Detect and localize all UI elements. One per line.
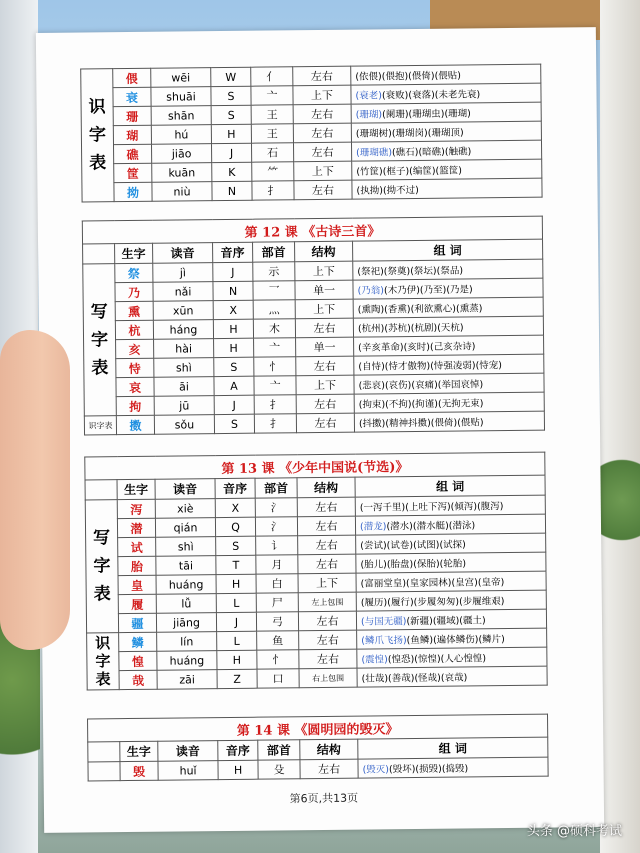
char-cell: 祭: [115, 263, 153, 282]
header-char: 生字: [117, 479, 155, 499]
word-list: (惶恐)(惊惶)(人心惶惶): [387, 653, 487, 666]
char-cell: 擞: [116, 415, 154, 434]
letter-cell: X: [215, 498, 255, 517]
char-cell: 哉: [119, 670, 157, 689]
char-cell: 潜: [117, 518, 155, 537]
words-cell: [354, 354, 544, 375]
label-write-table: 写 字 表: [83, 264, 117, 416]
structure-cell: 左右: [295, 318, 353, 338]
structure-cell: 上下: [293, 85, 351, 105]
structure-cell: 左右: [293, 66, 351, 86]
radical-cell: 氵: [255, 498, 297, 517]
table-row: [82, 178, 542, 202]
radical-cell: 木: [253, 319, 295, 338]
words-cell: [351, 121, 541, 142]
header-corner: [83, 244, 115, 264]
structure-cell: 右上包围: [299, 668, 357, 688]
words-cell: [352, 178, 542, 199]
lesson-title: 第 13 课 《少年中国说(节选)》: [85, 452, 545, 480]
label-write-table: 写 字 表: [85, 500, 118, 633]
char-cell: 恃: [116, 358, 154, 377]
word-list: (杭州)(苏杭)(杭剧)(天杭): [357, 322, 464, 335]
word-list: (熏陶)(香熏)(利欲熏心)(熏蒸): [357, 303, 483, 316]
structure-cell: 上下: [296, 375, 354, 395]
header-pinyin: 读音: [158, 741, 218, 762]
letter-cell: H: [216, 574, 256, 593]
structure-cell: 单一: [295, 280, 353, 300]
table-lesson12: [82, 216, 545, 436]
highlighted-word: (珊瑚礁): [356, 147, 393, 159]
pinyin-cell: qián: [155, 518, 215, 538]
char-cell: 履: [118, 594, 156, 613]
header-radical: 部首: [255, 478, 297, 498]
words-cell: [354, 392, 544, 413]
lesson-title: 第 14 课 《圆明园的毁灭》: [88, 714, 548, 742]
words-cell: [357, 647, 547, 668]
structure-cell: 上下: [294, 161, 352, 181]
radical-cell: 亠: [254, 376, 296, 395]
char-cell: 偎: [113, 68, 151, 87]
pinyin-cell: zāi: [157, 670, 217, 690]
word-list: (执拗)(拗不过): [356, 184, 419, 197]
label-know-small: 识字表: [84, 416, 116, 435]
char-cell: 衰: [113, 87, 151, 106]
radical-cell: 王: [251, 124, 293, 143]
header-radical: 部首: [258, 740, 300, 760]
letter-cell: H: [211, 124, 251, 143]
letter-cell: N: [212, 181, 252, 200]
header-pinyin: 读音: [155, 479, 215, 500]
char-cell: 疆: [118, 613, 156, 632]
word-list: (自恃)(恃才傲物)(恃强凌弱)(恃宠): [358, 360, 503, 373]
letter-cell: A: [214, 376, 254, 395]
char-cell: 珊: [113, 106, 151, 125]
radical-cell: 扌: [254, 414, 296, 433]
word-list: (竹筐)(框子)(编筐)(篮筐): [356, 165, 463, 178]
radical-cell: 弓: [256, 612, 298, 631]
pinyin-cell: huáng: [156, 575, 216, 595]
words-cell: [355, 514, 545, 535]
highlighted-word: (与国无疆): [360, 616, 407, 628]
pinyin-cell: wēi: [151, 68, 211, 88]
radical-cell: 亠: [251, 86, 293, 105]
word-list: (新疆)(疆域)(疆土): [406, 615, 486, 628]
word-list: (鱼鳞)(遍体鳞伤)(鳞片): [406, 634, 505, 647]
char-cell: 拗: [114, 182, 152, 201]
letter-cell: S: [216, 536, 256, 555]
table-row: [88, 757, 548, 781]
pinyin-cell: jū: [154, 396, 214, 416]
words-cell: [352, 159, 542, 180]
holding-hand: [0, 330, 70, 650]
radical-cell: 口: [257, 669, 299, 688]
word-list: (木乃伊)(乃至)(乃是): [383, 284, 473, 297]
structure-cell: 左右: [299, 630, 357, 650]
word-list: (辛亥革命)(亥时)(己亥杂诗): [358, 341, 476, 354]
radical-cell: 灬: [253, 300, 295, 319]
structure-cell: 单一: [296, 337, 354, 357]
word-list: (祭祀)(祭奠)(祭坛)(祭品): [357, 265, 464, 278]
letter-cell: L: [217, 631, 257, 650]
highlighted-word: (乃翁): [357, 285, 385, 297]
header-words: 组 词: [355, 475, 545, 497]
words-cell: [351, 102, 541, 123]
letter-cell: S: [214, 414, 254, 433]
structure-cell: 左右: [297, 497, 355, 517]
words-cell: [354, 373, 544, 394]
radical-cell: 讠: [256, 536, 298, 555]
radical-cell: 亻: [251, 67, 293, 86]
words-cell: [356, 552, 546, 573]
structure-cell: 左右: [296, 413, 354, 433]
radical-cell: 氵: [255, 517, 297, 536]
structure-cell: 左右: [298, 554, 356, 574]
pinyin-cell: niù: [152, 182, 212, 202]
structure-cell: 左右: [298, 611, 356, 631]
header-radical: 部首: [253, 242, 295, 262]
pinyin-cell: āi: [154, 377, 214, 397]
char-cell: 试: [118, 537, 156, 556]
letter-cell: S: [211, 86, 251, 105]
letter-cell: S: [214, 357, 254, 376]
pinyin-cell: hài: [154, 339, 214, 359]
pinyin-cell: tāi: [156, 556, 216, 576]
word-list: (胎儿)(胎盘)(保胎)(轮胎): [360, 558, 467, 571]
char-cell: 胎: [118, 556, 156, 575]
pinyin-cell: jì: [153, 263, 213, 283]
char-cell: 筐: [114, 163, 152, 182]
table-row: [84, 411, 544, 435]
radical-cell: 尸: [256, 593, 298, 612]
structure-cell: 上下: [298, 573, 356, 593]
words-cell: [357, 666, 547, 687]
word-list: (阑珊)(珊瑚虫)(珊瑚): [382, 108, 471, 121]
pinyin-cell: shì: [154, 358, 214, 378]
header-char: 生字: [115, 243, 153, 263]
plant-right: [595, 440, 640, 560]
structure-cell: 左右: [293, 104, 351, 124]
structure-cell: 左右: [299, 649, 357, 669]
header-words: 组 词: [353, 239, 543, 261]
words-cell: [356, 590, 546, 611]
char-cell: 毁: [120, 761, 158, 780]
structure-cell: 左右: [293, 123, 351, 143]
words-cell: [351, 64, 541, 85]
words-cell: [353, 259, 543, 280]
words-cell: [351, 83, 541, 104]
highlighted-word: (珊瑚): [355, 109, 383, 121]
pinyin-cell: lín: [157, 632, 217, 652]
words-cell: [354, 335, 544, 356]
structure-cell: 左右: [298, 535, 356, 555]
radical-cell: 忄: [257, 650, 299, 669]
pinyin-cell: shuāi: [151, 87, 211, 107]
letter-cell: Z: [217, 669, 257, 688]
char-cell: 亥: [116, 339, 154, 358]
word-list: (尝试)(试卷)(试图)(试探): [360, 539, 466, 552]
letter-cell: Q: [215, 517, 255, 536]
word-list: (一泻千里)(上吐下泻)(倾泻)(腹泻): [359, 501, 504, 514]
highlighted-word: (鳞爪飞扬): [361, 635, 407, 647]
char-cell: 礁: [114, 144, 152, 163]
radical-cell: 鱼: [257, 631, 299, 650]
letter-cell: K: [212, 162, 252, 181]
table-lesson11-tail: [80, 64, 542, 203]
header-words: 组 词: [358, 737, 548, 759]
words-cell: [356, 533, 546, 554]
radical-cell: 月: [256, 555, 298, 574]
word-list: (珊瑚树)(珊瑚岗)(珊瑚顶): [355, 127, 464, 140]
word-list: (富丽堂皇)(皇家园林)(皇宫)(皇帝): [360, 577, 505, 590]
letter-cell: J: [216, 612, 256, 631]
char-cell: 乃: [115, 282, 153, 301]
words-cell: [356, 609, 546, 630]
words-cell: [355, 495, 545, 516]
radical-cell: 忄: [254, 357, 296, 376]
pinyin-cell: lǚ: [156, 594, 216, 614]
structure-cell: 左右: [293, 142, 351, 162]
label-know-table: 识 字 表: [87, 633, 120, 690]
letter-cell: L: [216, 593, 256, 612]
letter-cell: H: [217, 650, 257, 669]
letter-cell: X: [213, 300, 253, 319]
words-cell: [357, 628, 547, 649]
label-empty: [88, 762, 120, 781]
pinyin-cell: shān: [151, 106, 211, 126]
radical-cell: 白: [256, 574, 298, 593]
pinyin-cell: jiāng: [156, 613, 216, 633]
pinyin-cell: sǒu: [154, 415, 214, 435]
letter-cell: T: [216, 555, 256, 574]
structure-cell: 上下: [295, 261, 353, 281]
char-cell: 熏: [115, 301, 153, 320]
letter-cell: H: [214, 338, 254, 357]
structure-cell: 左右: [296, 356, 354, 376]
header-structure: 结构: [300, 739, 358, 760]
structure-cell: 左右: [297, 516, 355, 536]
word-list: (衰败)(衰落)(未老先衰): [381, 89, 481, 102]
worksheet-paper: [36, 27, 604, 833]
words-cell: [353, 316, 543, 337]
char-cell: 杭: [115, 320, 153, 339]
radical-cell: 扌: [254, 395, 296, 414]
header-structure: 结构: [297, 477, 355, 498]
pinyin-cell: huǐ: [158, 761, 218, 781]
page-footer: 第6页,共13页: [289, 791, 359, 806]
header-corner: [85, 480, 117, 500]
pinyin-cell: háng: [153, 320, 213, 340]
header-corner: [88, 742, 120, 762]
char-cell: 哀: [116, 377, 154, 396]
letter-cell: S: [211, 105, 251, 124]
char-cell: 鳞: [119, 632, 157, 651]
letter-cell: J: [214, 395, 254, 414]
words-cell: [353, 278, 543, 299]
words-cell: [353, 297, 543, 318]
char-cell: 皇: [118, 575, 156, 594]
header-pinyin: 读音: [153, 243, 213, 264]
word-list: (潜水)(潜水艇)(潜泳): [386, 520, 476, 533]
char-cell: 瑚: [113, 125, 151, 144]
letter-cell: J: [211, 143, 251, 162]
word-list: (抖擞)(精神抖擞)(偎倚)(偎贴): [358, 417, 484, 430]
char-cell: 惶: [119, 651, 157, 670]
letter-cell: J: [213, 262, 253, 281]
word-list: (悲哀)(哀伤)(哀痛)(举国哀悼): [358, 379, 484, 392]
word-list: (礁石)(暗礁)(触礁): [391, 146, 472, 159]
structure-cell: 左上包围: [298, 592, 356, 612]
pinyin-cell: hú: [151, 125, 211, 145]
pinyin-cell: xūn: [153, 301, 213, 321]
radical-cell: 王: [251, 105, 293, 124]
letter-cell: W: [211, 67, 251, 86]
structure-cell: 左右: [300, 759, 358, 779]
radical-cell: 乛: [253, 281, 295, 300]
radical-cell: ⺮: [252, 162, 294, 181]
letter-cell: N: [213, 281, 253, 300]
letter-cell: H: [218, 760, 258, 779]
pinyin-cell: xiè: [155, 499, 215, 519]
header-structure: 结构: [295, 241, 353, 262]
table-lesson14: [87, 714, 549, 782]
radical-cell: 示: [253, 262, 295, 281]
pinyin-cell: nǎi: [153, 282, 213, 302]
words-cell: [354, 411, 544, 432]
highlighted-word: (震惶): [361, 654, 388, 666]
letter-cell: H: [213, 319, 253, 338]
radical-cell: 殳: [258, 760, 300, 779]
header-char: 生字: [120, 741, 158, 761]
window-frame-right: [600, 0, 640, 853]
label-know-table: 识 字 表: [81, 69, 114, 202]
pinyin-cell: kuān: [152, 163, 212, 183]
structure-cell: 左右: [294, 180, 352, 200]
char-cell: 泻: [117, 499, 155, 518]
header-letter: 音序: [213, 242, 253, 262]
word-list: (依偎)(偎抱)(偎倚)(偎贴): [355, 70, 462, 83]
header-letter: 音序: [218, 740, 258, 760]
pinyin-cell: huáng: [157, 651, 217, 671]
table-row: [87, 666, 547, 690]
highlighted-word: (衰老): [355, 90, 382, 102]
word-list: (履历)(履行)(步履匆匆)(步履维艰): [360, 596, 505, 609]
lesson-title: 第 12 课 《古诗三首》: [82, 216, 542, 244]
radical-cell: 石: [251, 143, 293, 162]
structure-cell: 左右: [296, 394, 354, 414]
word-list: (壮哉)(善哉)(怪哉)(哀哉): [361, 672, 468, 685]
structure-cell: 上下: [295, 299, 353, 319]
words-cell: [356, 571, 546, 592]
pinyin-cell: jiāo: [151, 144, 211, 164]
words-cell: [351, 140, 541, 161]
radical-cell: 扌: [252, 181, 294, 200]
char-cell: 拘: [116, 396, 154, 415]
words-cell: [358, 757, 548, 778]
header-letter: 音序: [215, 478, 255, 498]
table-lesson13: [84, 452, 548, 691]
watermark: 头条 @硕科考试: [526, 824, 622, 839]
highlighted-word: (毁灭): [362, 764, 390, 776]
word-list: (毁坏)(损毁)(捣毁): [388, 763, 469, 776]
pinyin-cell: shì: [156, 537, 216, 557]
word-list: (拘束)(不拘)(拘谨)(无拘无束): [358, 398, 484, 411]
radical-cell: 亠: [254, 338, 296, 357]
highlighted-word: (潜龙): [359, 521, 387, 533]
